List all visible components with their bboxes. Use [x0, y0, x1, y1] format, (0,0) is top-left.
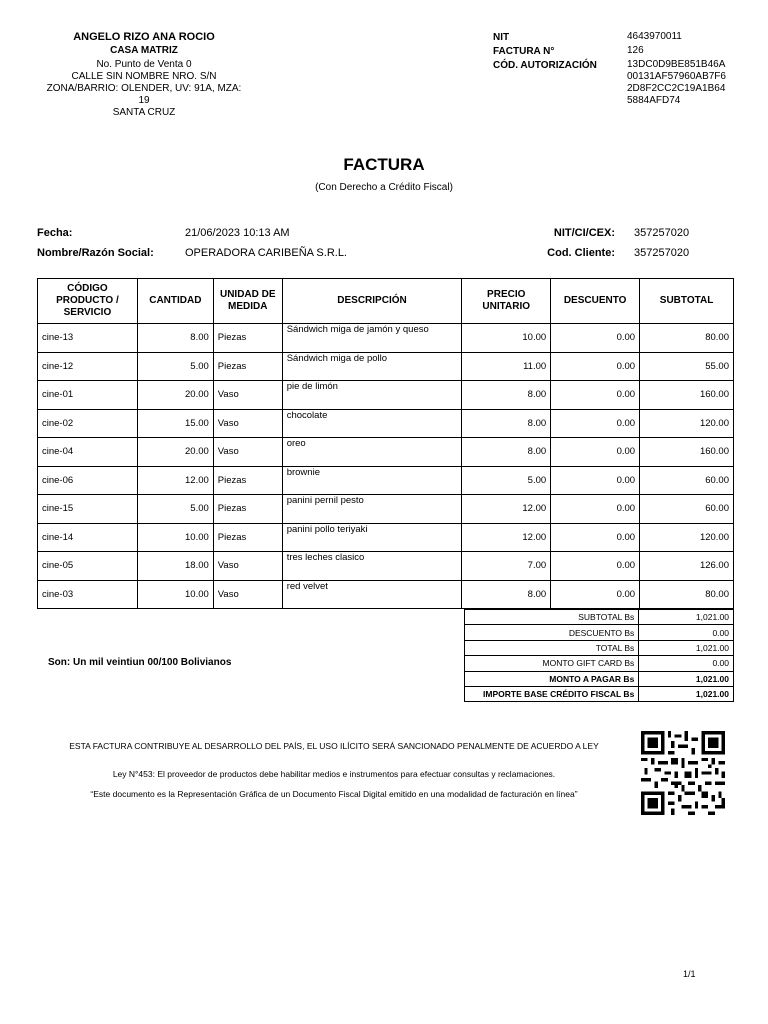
items-table [37, 278, 734, 609]
cell-subtotal: 120.00 [640, 523, 734, 552]
cell-unit-price: 7.00 [462, 552, 551, 581]
client-info-left [37, 223, 154, 263]
auth-code-line: 2D8F2CC2C19A1B64 [627, 83, 726, 94]
cell-discount: 0.00 [551, 352, 640, 381]
cell-unit: Vaso [213, 438, 282, 467]
cell-unit-price: 12.00 [462, 495, 551, 524]
cell-quantity: 5.00 [137, 352, 213, 381]
cell-discount: 0.00 [551, 409, 640, 438]
cell-subtotal: 160.00 [640, 438, 734, 467]
cell-quantity: 5.00 [137, 495, 213, 524]
cell-description: chocolate [282, 409, 462, 438]
page-number: 1/1 [683, 969, 696, 979]
document-subtitle: (Con Derecho a Crédito Fiscal) [315, 182, 453, 193]
cell-subtotal: 60.00 [640, 466, 734, 495]
consumer-law-notice: Ley N°453: El proveedor de productos debe habilitar medios e instrumentos para efectuar consultas y reclamaciones. [112, 769, 556, 779]
cell-unit: Piezas [213, 523, 282, 552]
table-row [38, 495, 734, 524]
cell-subtotal: 80.00 [640, 580, 734, 609]
cell-discount: 0.00 [551, 495, 640, 524]
client-code-label: Cod. Cliente: [547, 247, 615, 259]
table-row [38, 466, 734, 495]
cell-description: pie de limón [282, 381, 462, 410]
client-info-values [185, 223, 347, 263]
address-line2: ZONA/BARRIO: OLENDER, UV: 91A, MZA: [46, 83, 242, 94]
issuer-branch: CASA MATRIZ [110, 45, 178, 56]
cell-unit: Vaso [213, 381, 282, 410]
cell-unit-price: 12.00 [462, 523, 551, 552]
cell-discount: 0.00 [551, 552, 640, 581]
cell-unit: Vaso [213, 409, 282, 438]
totals-label: TOTAL Bs [465, 640, 639, 655]
totals-label: MONTO GIFT CARD Bs [465, 656, 639, 671]
auth-code-value [627, 59, 737, 107]
cell-code: cine-13 [38, 324, 138, 353]
auth-code-line: 00131AF57960AB7F6 [627, 71, 726, 82]
cell-unit-price: 8.00 [462, 580, 551, 609]
cell-subtotal: 60.00 [640, 495, 734, 524]
cell-discount: 0.00 [551, 466, 640, 495]
cell-code: cine-01 [38, 381, 138, 410]
cell-quantity: 18.00 [137, 552, 213, 581]
cell-description: panini pollo teriyaki [282, 523, 462, 552]
legal-notice: ESTA FACTURA CONTRIBUYE AL DESARROLLO DEL PAÍS, EL USO ILÍCITO SERÁ SANCIONADO PENALMENTE DE ACUERDO A LEY [69, 741, 599, 751]
totals-value: 1,021.00 [639, 686, 734, 701]
totals-table [464, 609, 734, 702]
client-name-value: OPERADORA CARIBEÑA S.R.L. [185, 247, 347, 259]
point-of-sale: No. Punto de Venta 0 [96, 59, 192, 70]
table-row [38, 381, 734, 410]
cell-subtotal: 160.00 [640, 381, 734, 410]
cell-description: Sándwich miga de pollo [282, 352, 462, 381]
cell-description: Sándwich miga de jamón y queso [282, 324, 462, 353]
totals-row [465, 671, 734, 686]
totals-label: MONTO A PAGAR Bs [465, 671, 639, 686]
cell-unit-price: 8.00 [462, 409, 551, 438]
client-id-values [634, 223, 689, 263]
totals-value: 1,021.00 [639, 610, 734, 625]
cell-unit: Piezas [213, 352, 282, 381]
totals-value: 1,021.00 [639, 671, 734, 686]
amount-in-words: Son: Un mil veintiun 00/100 Bolivianos [48, 657, 232, 668]
totals-row [465, 610, 734, 625]
client-id-label: NIT/CI/CEX: [553, 227, 615, 239]
cell-code: cine-14 [38, 523, 138, 552]
cell-quantity: 15.00 [137, 409, 213, 438]
cell-subtotal: 120.00 [640, 409, 734, 438]
qr-code-icon [641, 731, 725, 815]
header-description: DESCRIPCIÓN [282, 279, 462, 324]
client-id-labels [520, 223, 615, 263]
totals-row [465, 625, 734, 640]
date-label: Fecha: [37, 227, 73, 239]
cell-description: tres leches clasico [282, 552, 462, 581]
cell-description: red velvet [282, 580, 462, 609]
cell-discount: 0.00 [551, 324, 640, 353]
table-row [38, 438, 734, 467]
date-value: 21/06/2023 10:13 AM [185, 227, 290, 239]
client-name-label: Nombre/Razón Social: [37, 247, 154, 259]
totals-row [465, 656, 734, 671]
cell-description: oreo [282, 438, 462, 467]
cell-code: cine-05 [38, 552, 138, 581]
totals-row [465, 640, 734, 655]
cell-quantity: 10.00 [137, 580, 213, 609]
table-row [38, 409, 734, 438]
invoice-meta [493, 31, 737, 107]
cell-code: cine-12 [38, 352, 138, 381]
cell-quantity: 10.00 [137, 523, 213, 552]
cell-unit: Piezas [213, 495, 282, 524]
totals-value: 0.00 [639, 625, 734, 640]
nit-value: 4643970011 [627, 31, 682, 42]
cell-description: panini pernil pesto [282, 495, 462, 524]
header-unit: UNIDAD DE MEDIDA [213, 279, 282, 324]
header-subtotal: SUBTOTAL [640, 279, 734, 324]
totals-label: DESCUENTO Bs [465, 625, 639, 640]
cell-unit-price: 11.00 [462, 352, 551, 381]
auth-code-label: CÓD. AUTORIZACIÓN [493, 60, 597, 71]
cell-unit-price: 8.00 [462, 438, 551, 467]
cell-unit: Vaso [213, 552, 282, 581]
cell-code: cine-06 [38, 466, 138, 495]
document-title: FACTURA [343, 155, 425, 174]
table-row [38, 352, 734, 381]
totals-row [465, 686, 734, 701]
table-row [38, 580, 734, 609]
client-code-value: 357257020 [634, 247, 690, 259]
cell-quantity: 20.00 [137, 438, 213, 467]
totals-label: SUBTOTAL Bs [465, 610, 639, 625]
auth-code-line: 13DC0D9BE851B46A [627, 59, 726, 70]
digital-document-notice: “Este documento es la Representación Gráfica de un Documento Fiscal Digital emitido en una modalidad de facturación en línea” [90, 789, 578, 799]
table-row [38, 324, 734, 353]
cell-discount: 0.00 [551, 381, 640, 410]
cell-discount: 0.00 [551, 580, 640, 609]
header-code: CÓDIGO PRODUCTO / SERVICIO [38, 279, 138, 324]
issuer-city: SANTA CRUZ [112, 107, 176, 118]
cell-code: cine-15 [38, 495, 138, 524]
invoice-number-value: 126 [627, 45, 644, 56]
table-header-row [38, 279, 734, 324]
header-unit-price: PRECIO UNITARIO [462, 279, 551, 324]
address-line3: 19 [138, 95, 150, 106]
cell-quantity: 12.00 [137, 466, 213, 495]
cell-subtotal: 80.00 [640, 324, 734, 353]
totals-label: IMPORTE BASE CRÉDITO FISCAL Bs [465, 686, 639, 701]
cell-code: cine-04 [38, 438, 138, 467]
address-line1: CALLE SIN NOMBRE NRO. S/N [71, 71, 217, 82]
cell-unit-price: 5.00 [462, 466, 551, 495]
totals-value: 0.00 [639, 656, 734, 671]
cell-unit: Piezas [213, 324, 282, 353]
invoice-number-label: FACTURA N° [493, 46, 555, 57]
cell-unit: Piezas [213, 466, 282, 495]
cell-unit-price: 8.00 [462, 381, 551, 410]
auth-code-line: 5884AFD74 [627, 95, 681, 106]
table-row [38, 552, 734, 581]
cell-quantity: 8.00 [137, 324, 213, 353]
client-id-value: 357257020 [634, 227, 690, 239]
issuer-block [40, 31, 248, 119]
header-discount: DESCUENTO [551, 279, 640, 324]
totals-value: 1,021.00 [639, 640, 734, 655]
cell-unit-price: 10.00 [462, 324, 551, 353]
cell-discount: 0.00 [551, 523, 640, 552]
cell-quantity: 20.00 [137, 381, 213, 410]
cell-unit: Vaso [213, 580, 282, 609]
nit-label: NIT [493, 32, 510, 43]
cell-code: cine-02 [38, 409, 138, 438]
cell-code: cine-03 [38, 580, 138, 609]
cell-discount: 0.00 [551, 438, 640, 467]
header-quantity: CANTIDAD [137, 279, 213, 324]
cell-description: brownie [282, 466, 462, 495]
table-row [38, 523, 734, 552]
cell-subtotal: 126.00 [640, 552, 734, 581]
cell-subtotal: 55.00 [640, 352, 734, 381]
issuer-name: ANGELO RIZO ANA ROCIO [73, 31, 215, 43]
